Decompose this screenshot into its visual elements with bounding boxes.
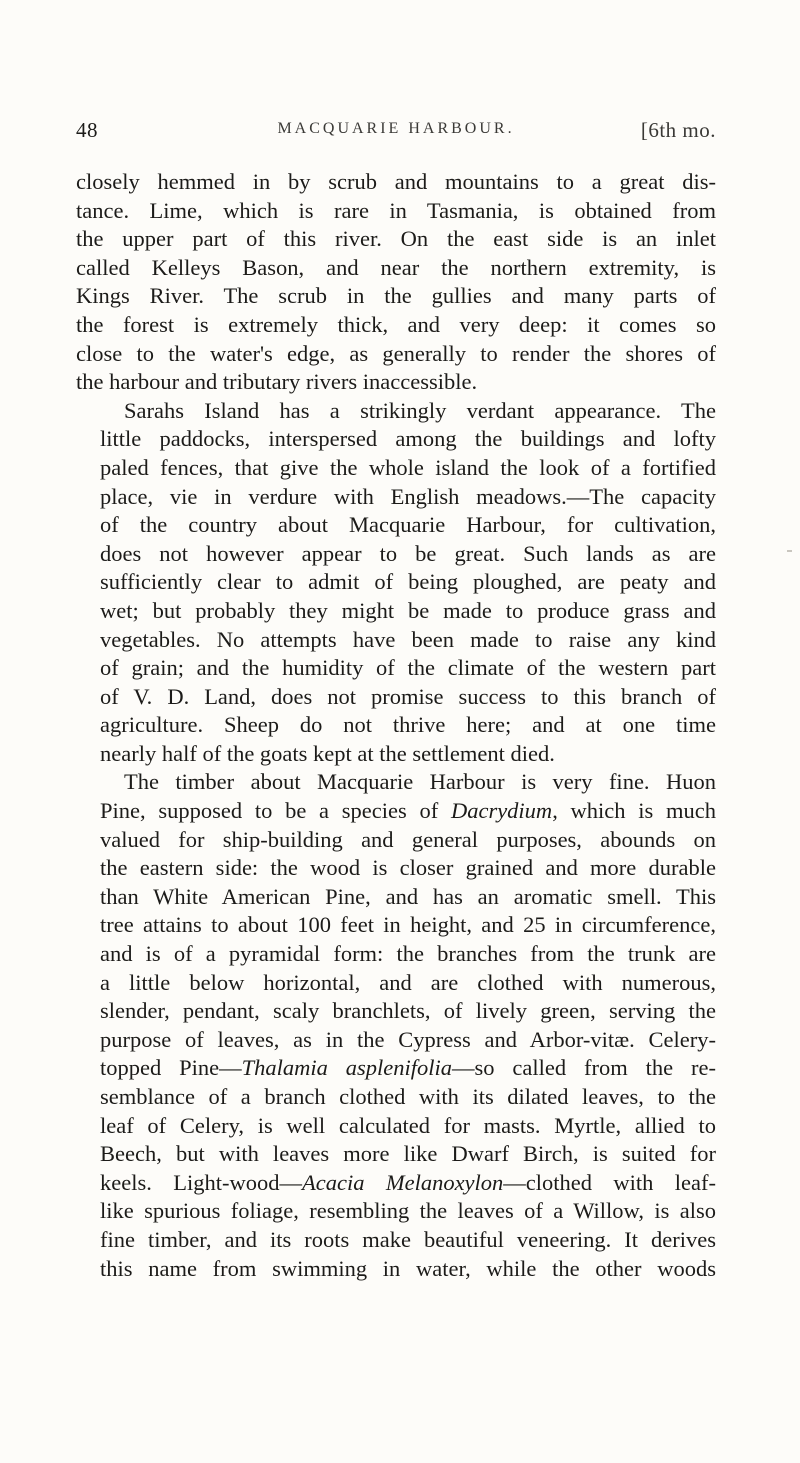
text-line: wet; but probably they might be made to produce grass and [100,597,716,623]
margin-speck [787,550,792,552]
text-line: keels. Light-wood—Acacia Melanoxylon—clothed with leaf- [100,1169,716,1195]
text-line: tance. Lime, which is rare in Tasmania, is obtained from [76,197,716,223]
text-line: The timber about Macquarie Harbour is very fine. Huon [124,769,716,795]
text-line: closely hemmed in by scrub and mountains to a great dis- [76,169,716,194]
text-line: semblance of a branch clothed with its dilated leaves, to the [100,1084,716,1109]
text-line: valued for ship-building and general purposes, abounds on [100,826,716,852]
text-line: the upper part of this river. On the east side is an inlet [76,226,716,252]
text-line: the harbour and tributary rivers inaccessible. [76,369,478,395]
text-line: little paddocks, interspersed among the buildings and lofty [100,426,716,452]
page-header [76,118,716,148]
paragraph [76,768,716,1283]
text-line: a little below horizontal, and are clothed with numerous, [100,969,716,995]
text-line: paled fences, that give the whole island the look of a fortified [100,454,716,480]
body-text [76,168,716,1283]
text-line: Beech, but with leaves more like Dwarf Birch, is suited for [100,1141,716,1167]
text-line: of the country about Macquarie Harbour, for cultivation, [100,512,716,538]
text-line: the forest is extremely thick, and very deep: it comes so [76,311,716,337]
text-line: place, vie in verdure with English meadows.—The capacity [100,483,716,509]
text-line: of V. D. Land, does not promise success to this branch of [100,683,716,709]
text-line: agriculture. Sheep do not thrive here; and at one time [100,712,716,738]
running-title: MACQUARIE HARBOUR. [277,120,515,137]
month-marker: [6th mo. [640,118,716,142]
text-line: fine timber, and its roots make beautiful veneering. It derives [100,1226,716,1252]
text-line: called Kelleys Bason, and near the northern extremity, is [76,254,716,280]
text-line: tree attains to about 100 feet in height, and 25 in circumference, [100,912,716,938]
text-line: Sarahs Island has a strikingly verdant appearance. The [124,397,716,423]
page-number: 48 [76,118,98,142]
text-line: like spurious foliage, resembling the leaves of a Willow, is also [100,1198,716,1224]
text-line: of grain; and the humidity of the climate of the western part [100,655,716,681]
text-line: vegetables. No attempts have been made to raise any kind [100,626,716,652]
text-line: close to the water's edge, as generally to render the shores of [76,340,716,366]
text-line: leaf of Celery, is well calculated for masts. Myrtle, allied to [100,1112,716,1138]
text-line: purpose of leaves, as in the Cypress and Arbor-vitæ. Celery- [100,1026,716,1052]
text-line: slender, pendant, scaly branchlets, of lively green, serving the [100,998,716,1024]
text-line: Pine, supposed to be a species of Dacrydium, which is much [100,798,716,824]
text-line: topped Pine—Thalamia asplenifolia—so called from the re- [100,1055,716,1081]
text-line: nearly half of the goats kept at the settlement died. [100,740,555,766]
text-line: and is of a pyramidal form: the branches from the trunk are [100,941,716,967]
text-line: than White American Pine, and has an aromatic smell. This [100,883,716,909]
paragraph [76,168,716,397]
paragraph [76,397,716,769]
text-line: the eastern side: the wood is closer grained and more durable [100,855,716,881]
text-line: Kings River. The scrub in the gullies and many parts of [76,283,716,309]
text-line: sufficiently clear to admit of being ploughed, are peaty and [100,569,716,595]
text-line: does not however appear to be great. Such lands as are [100,540,716,566]
text-line: this name from swimming in water, while the other woods [100,1255,716,1281]
